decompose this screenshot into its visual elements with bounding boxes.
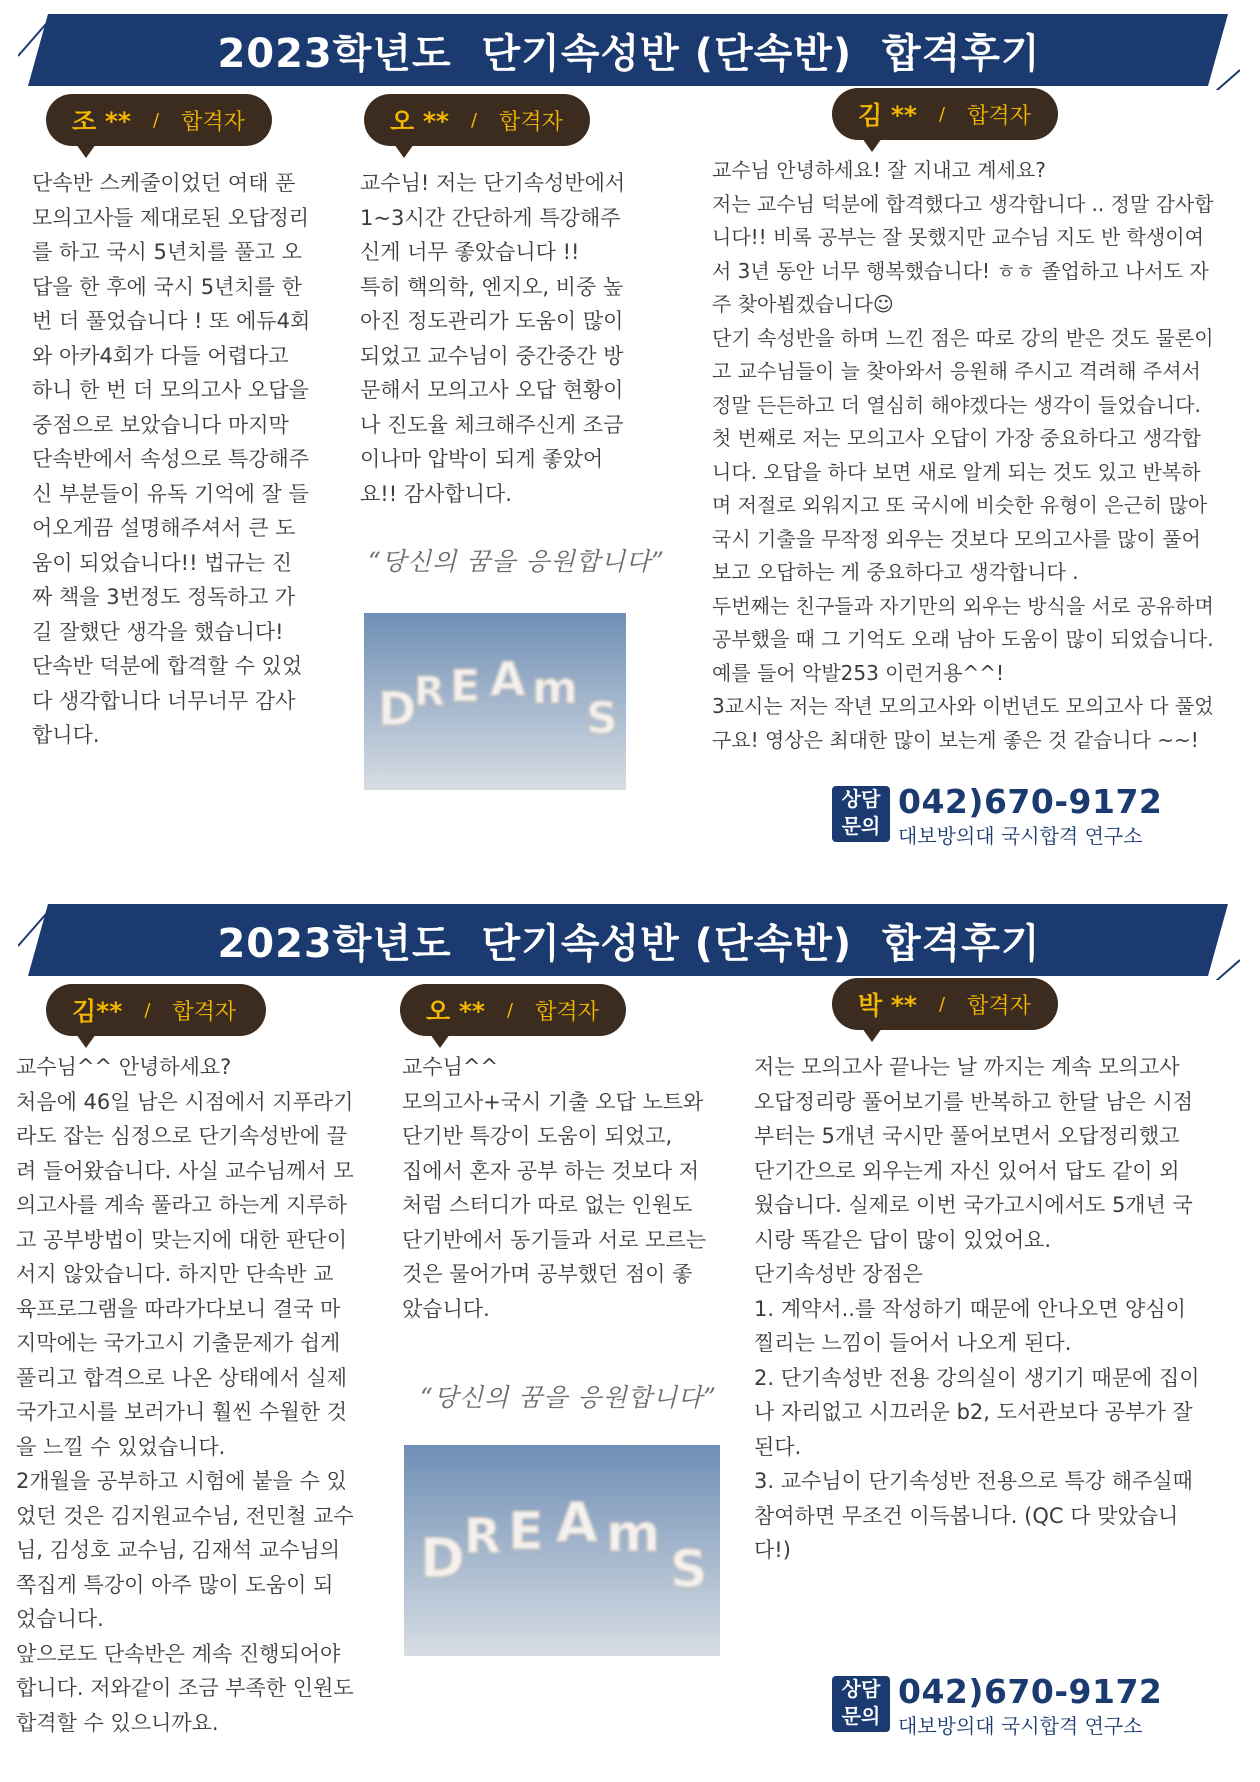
contact-block — [832, 782, 1192, 848]
svg-text:m: m — [606, 1504, 661, 1564]
badge-line: 상담 — [841, 1677, 881, 1701]
badge-line: 문의 — [841, 814, 881, 838]
svg-text:A: A — [556, 1491, 598, 1554]
dreams-image — [404, 1445, 720, 1656]
speech-tail — [76, 1034, 96, 1048]
speech-tail — [862, 138, 882, 152]
contact-badge — [832, 786, 890, 842]
banner-title: 2023학년도 단기속성반 (단속반) 합격후기 — [217, 30, 1041, 77]
separator-slash: / — [939, 993, 946, 1015]
svg-text:D: D — [420, 1527, 465, 1590]
reviewer-role: 합격자 — [172, 999, 237, 1025]
svg-text:E: E — [508, 1502, 544, 1562]
reviewer-role: 합격자 — [967, 103, 1031, 129]
review-text: 단속반 스케줄이었던 여태 푼 모의고사들 제대로된 오답정리 를 하고 국시 5년치를 풀고 오 답을 한 후에 국시 5년치를 한 번 더 풀었습니다 ! 또 에듀4회 와 아카4회가 다들 어렵다고 하니 한 번 더 모의고사 오답을 중점으로 보았습니다 마지막 단속반에서 속성으로 특강해주 신 부분들이 유독 기억에 잘 들 어오게끔 설명해주셔서 큰 도 움이 되었습니다!! 법규는 진 짜 책을 3번정도 정독하고 가 길 잘했단 생각을 했습니다! 단속반 덕분에 합격할 수 있었 다 생각합니다 너무너무 감사 합니다. — [32, 171, 311, 747]
review-section-2 — [0, 890, 1260, 1770]
contact-org: 대보방의대 국시합격 연구소 — [898, 824, 1143, 848]
svg-text:S: S — [670, 1540, 708, 1600]
review-text: 저는 모의고사 끝나는 날 까지는 계속 모의고사 오답정리랑 풀어보기를 반복하고 한달 남은 시점 부터는 5개년 국시만 풀어보면서 오답정리했고 단기간으로 외우는게 자신 있어서 답도 같이 외 웠습니다. 실제로 이번 국가고시에서도 5개년 국 시랑 똑같은 답이 많이 있었어요. 단기속성반 장점은 1. 계약서..를 작성하기 때문에 안나오면 양심이 찔리는 느낌이 들어서 나오게 된다. 2. 단기속성반 전용 강의실이 생기기 때문에 집이 나 자리없고 시끄러운 b2, 도서관보다 공부가 잘 된다. 3. 교수님이 단기속성반 전용으로 특강 해주실때 참여하면 무조건 이득봅니다. (QC 다 맞았습니 다!) — [754, 1055, 1200, 1562]
speech-tail — [76, 144, 96, 158]
badge-line: 상담 — [841, 787, 881, 811]
separator-slash: / — [939, 103, 946, 125]
reviewer-name: 김** — [72, 997, 123, 1026]
review-text: 교수님^^ 모의고사+국시 기출 오답 노트와 단기반 특강이 도움이 되었고, 집에서 혼자 공부 하는 것보다 저 처럼 스터디가 따로 없는 인원도 단기반에서 동기들과 서로 모르는 것은 물어가며 공부했던 점이 좋 았습니다. — [402, 1055, 707, 1321]
review-section-1 — [0, 0, 1260, 880]
separator-slash: / — [471, 109, 478, 131]
reviewer-role: 합격자 — [499, 109, 563, 135]
speech-tail — [862, 1028, 882, 1042]
section-banner — [18, 10, 1240, 90]
contact-badge — [832, 1676, 890, 1732]
reviewer-name: 오 ** — [390, 107, 450, 136]
reviewer-tag — [400, 984, 626, 1036]
slogan: “당신의 꿈을 응원합니다” — [368, 547, 665, 576]
reviewer-name: 김 ** — [858, 101, 918, 130]
reviewer-name: 박 ** — [858, 991, 918, 1020]
contact-phone: 042)670-9172 — [898, 1672, 1163, 1711]
contact-org: 대보방의대 국시합격 연구소 — [898, 1714, 1143, 1738]
contact-block — [832, 1672, 1192, 1738]
separator-slash: / — [144, 999, 151, 1021]
reviewer-role: 합격자 — [181, 109, 245, 135]
badge-line: 문의 — [841, 1704, 881, 1728]
reviewer-tag — [832, 88, 1058, 140]
review-text: 교수님 안녕하세요! 잘 지내고 계세요? 저는 교수님 덕분에 합격했다고 생각합니다 .. 정말 감사합 니다!! 비록 공부는 잘 못했지만 교수님 지도 반 학생이여 서 3년 동안 너무 행복했습니다! ㅎㅎ 졸업하고 나서도 자 주 찾아뵙겠습니다☺ 단기 속성반을 하며 느낀 점은 따로 강의 받은 것도 물론이 고 교수님들이 늘 찾아와서 응원해 주시고 격려해 주셔서 정말 든든하고 더 열심히 해야겠다는 생각이 들었습니다. 첫 번째로 저는 모의고사 오답이 가장 중요하다고 생각합 니다. 오답을 하다 보면 새로 알게 되는 것도 있고 반복하 며 저절로 외워지고 또 국시에 비슷한 유형이 은근히 많아 국시 기출을 무작정 외우는 것보다 모의고사를 많이 풀어 보고 오답하는 게 중요하다고 생각합니다 . 두번째는 친구들과 자기만의 외우는 방식을 서로 공유하며 공부했을 때 그 기억도 오래 남아 도움이 많이 되었습니다. 예를 들어 악발253 이런거용^^! 3교시는 저는 작년 모의고사와 이번년도 모의고사 다 풀었 구요! 영상은 최대한 많이 보는게 좋은 것 같습니다 ~~! — [712, 158, 1214, 752]
svg-text:m: m — [532, 663, 578, 714]
svg-text:S: S — [586, 693, 618, 744]
svg-text:R: R — [414, 669, 445, 715]
dreams-image — [364, 613, 626, 790]
reviewer-tag — [46, 94, 272, 146]
reviewer-role: 합격자 — [535, 999, 599, 1025]
svg-text:E: E — [450, 661, 481, 712]
reviewer-tag — [832, 978, 1058, 1030]
section-banner — [18, 900, 1240, 980]
review-text: 교수님^^ 안녕하세요? 처음에 46일 남은 시점에서 지푸라기 라도 잡는 심정으로 단기속성반에 끌 려 들어왔습니다. 사실 교수님께서 모 의고사를 계속 풀라고 하는게 지루하 고 공부방법이 맞는지에 대한 판단이 서지 않았습니다. 하지만 단속반 교 육프로그램을 따라가다보니 결국 마 지막에는 국가고시 기출문제가 쉽게 풀리고 합격으로 나온 상태에서 실제 국가고시를 보러가니 훨씬 수월한 것 을 느낄 수 있었습니다. 2개월을 공부하고 시험에 붙을 수 있 었던 것은 김지원교수님, 전민철 교수 님, 김성호 교수님, 김재석 교수님의 쪽집게 특강이 아주 많이 도움이 되 었습니다. 앞으로도 단속반은 계속 진행되어야 합니다. 저와같이 조금 부족한 인원도 합격할 수 있으니까요. — [16, 1055, 354, 1735]
svg-text:R: R — [464, 1509, 501, 1565]
slogan: “당신의 꿈을 응원합니다” — [420, 1383, 717, 1412]
reviewer-tag — [46, 984, 266, 1036]
banner-title: 2023학년도 단기속성반 (단속반) 합격후기 — [217, 920, 1041, 967]
svg-text:D: D — [378, 682, 417, 736]
svg-text:A: A — [490, 652, 526, 706]
review-text: 교수님! 저는 단기속성반에서 1~3시간 간단하게 특강해주 신게 너무 좋았습니다 !! 특히 핵의학, 엔지오, 비중 높 아진 정도관리가 도움이 많이 되었고 교수님이 중간중간 방 문해서 모의고사 오답 현황이 나 진도율 체크해주신게 조금 이나마 압박이 되게 좋았어 요!! 감사합니다. — [360, 171, 626, 506]
speech-tail — [430, 1034, 450, 1048]
contact-phone: 042)670-9172 — [898, 782, 1163, 821]
speech-tail — [394, 144, 414, 158]
reviewer-tag — [364, 94, 590, 146]
separator-slash: / — [153, 109, 160, 131]
reviewer-role: 합격자 — [967, 993, 1031, 1019]
reviewer-name: 오 ** — [426, 997, 486, 1026]
separator-slash: / — [507, 999, 514, 1021]
reviewer-name: 조 ** — [72, 107, 132, 136]
